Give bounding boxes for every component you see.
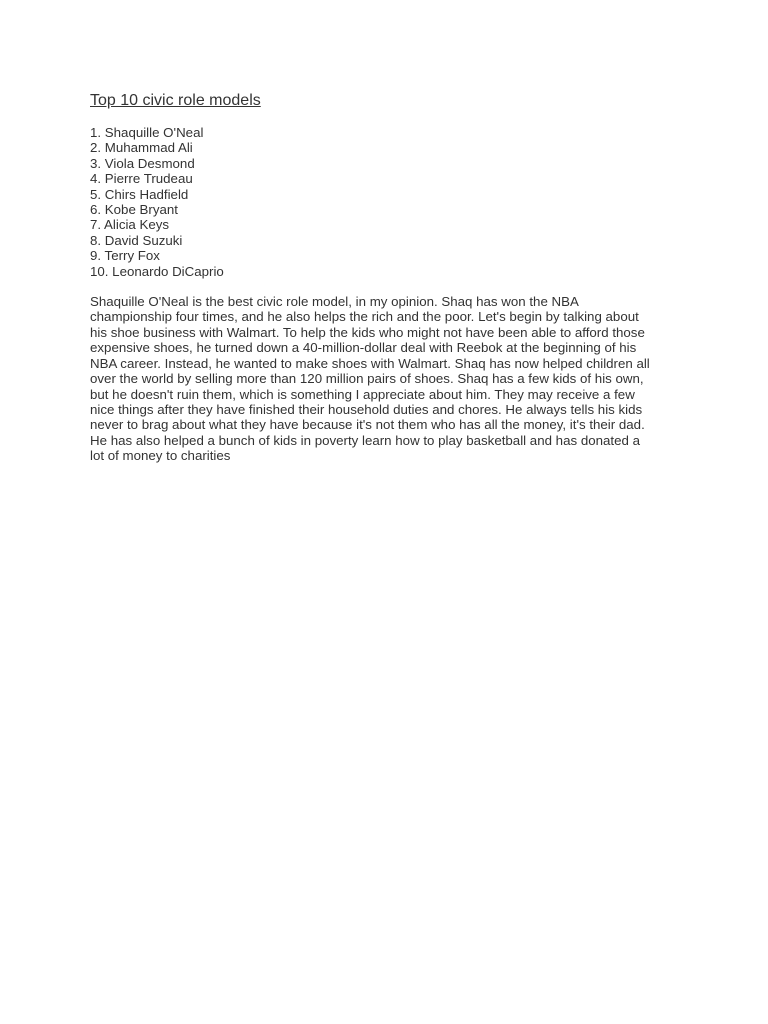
list-item: 4. Pierre Trudeau — [90, 171, 193, 187]
list-item: 1. Shaquille O'Neal — [90, 125, 204, 140]
paragraph-line: but he doesn't ruin them, which is something I appreciate about him. They may receive a few — [90, 386, 635, 402]
paragraph-line: expensive shoes, he turned down a 40-million-dollar deal with Reebok at the beginning of his — [90, 340, 637, 356]
paragraph-line: He has also helped a bunch of kids in poverty learn how to play basketball and has donated a — [90, 432, 640, 448]
role-model-list — [90, 125, 690, 279]
paragraph-line: lot of money to charities — [90, 448, 231, 464]
paragraph-line: his shoe business with Walmart. To help the kids who might not have been able to afford those — [90, 324, 645, 340]
body-paragraph — [90, 294, 690, 463]
list-item: 9. Terry Fox — [90, 248, 160, 264]
paragraph-line: nice things after they have finished their household duties and chores. He always tells his kids — [90, 401, 643, 417]
document-page — [90, 90, 690, 464]
list-item: 5. Chirs Hadfield — [90, 186, 189, 202]
document-title: Top 10 civic role models — [90, 92, 261, 109]
paragraph-line: NBA career. Instead, he wanted to make shoes with Walmart. Shaq has now helped children all — [90, 355, 650, 371]
paragraph-line: Shaquille O'Neal is the best civic role model, in my opinion. Shaq has won the NBA — [90, 294, 579, 310]
list-item: 3. Viola Desmond — [90, 155, 195, 171]
list-item: 7. Alicia Keys — [90, 217, 170, 233]
paragraph-line: never to brag about what they have because it's not them who has all the money, it's their dad. — [90, 417, 645, 433]
list-item: 2. Muhammad Ali — [90, 140, 193, 156]
paragraph-line: championship four times, and he also helps the rich and the poor. Let's begin by talking about — [90, 309, 639, 325]
list-item: 8. David Suzuki — [90, 232, 183, 248]
list-item: 10. Leonardo DiCaprio — [90, 263, 224, 279]
paragraph-line: over the world by selling more than 120 million pairs of shoes. Shaq has a few kids of his own, — [90, 371, 644, 387]
list-item: 6. Kobe Bryant — [90, 202, 178, 218]
